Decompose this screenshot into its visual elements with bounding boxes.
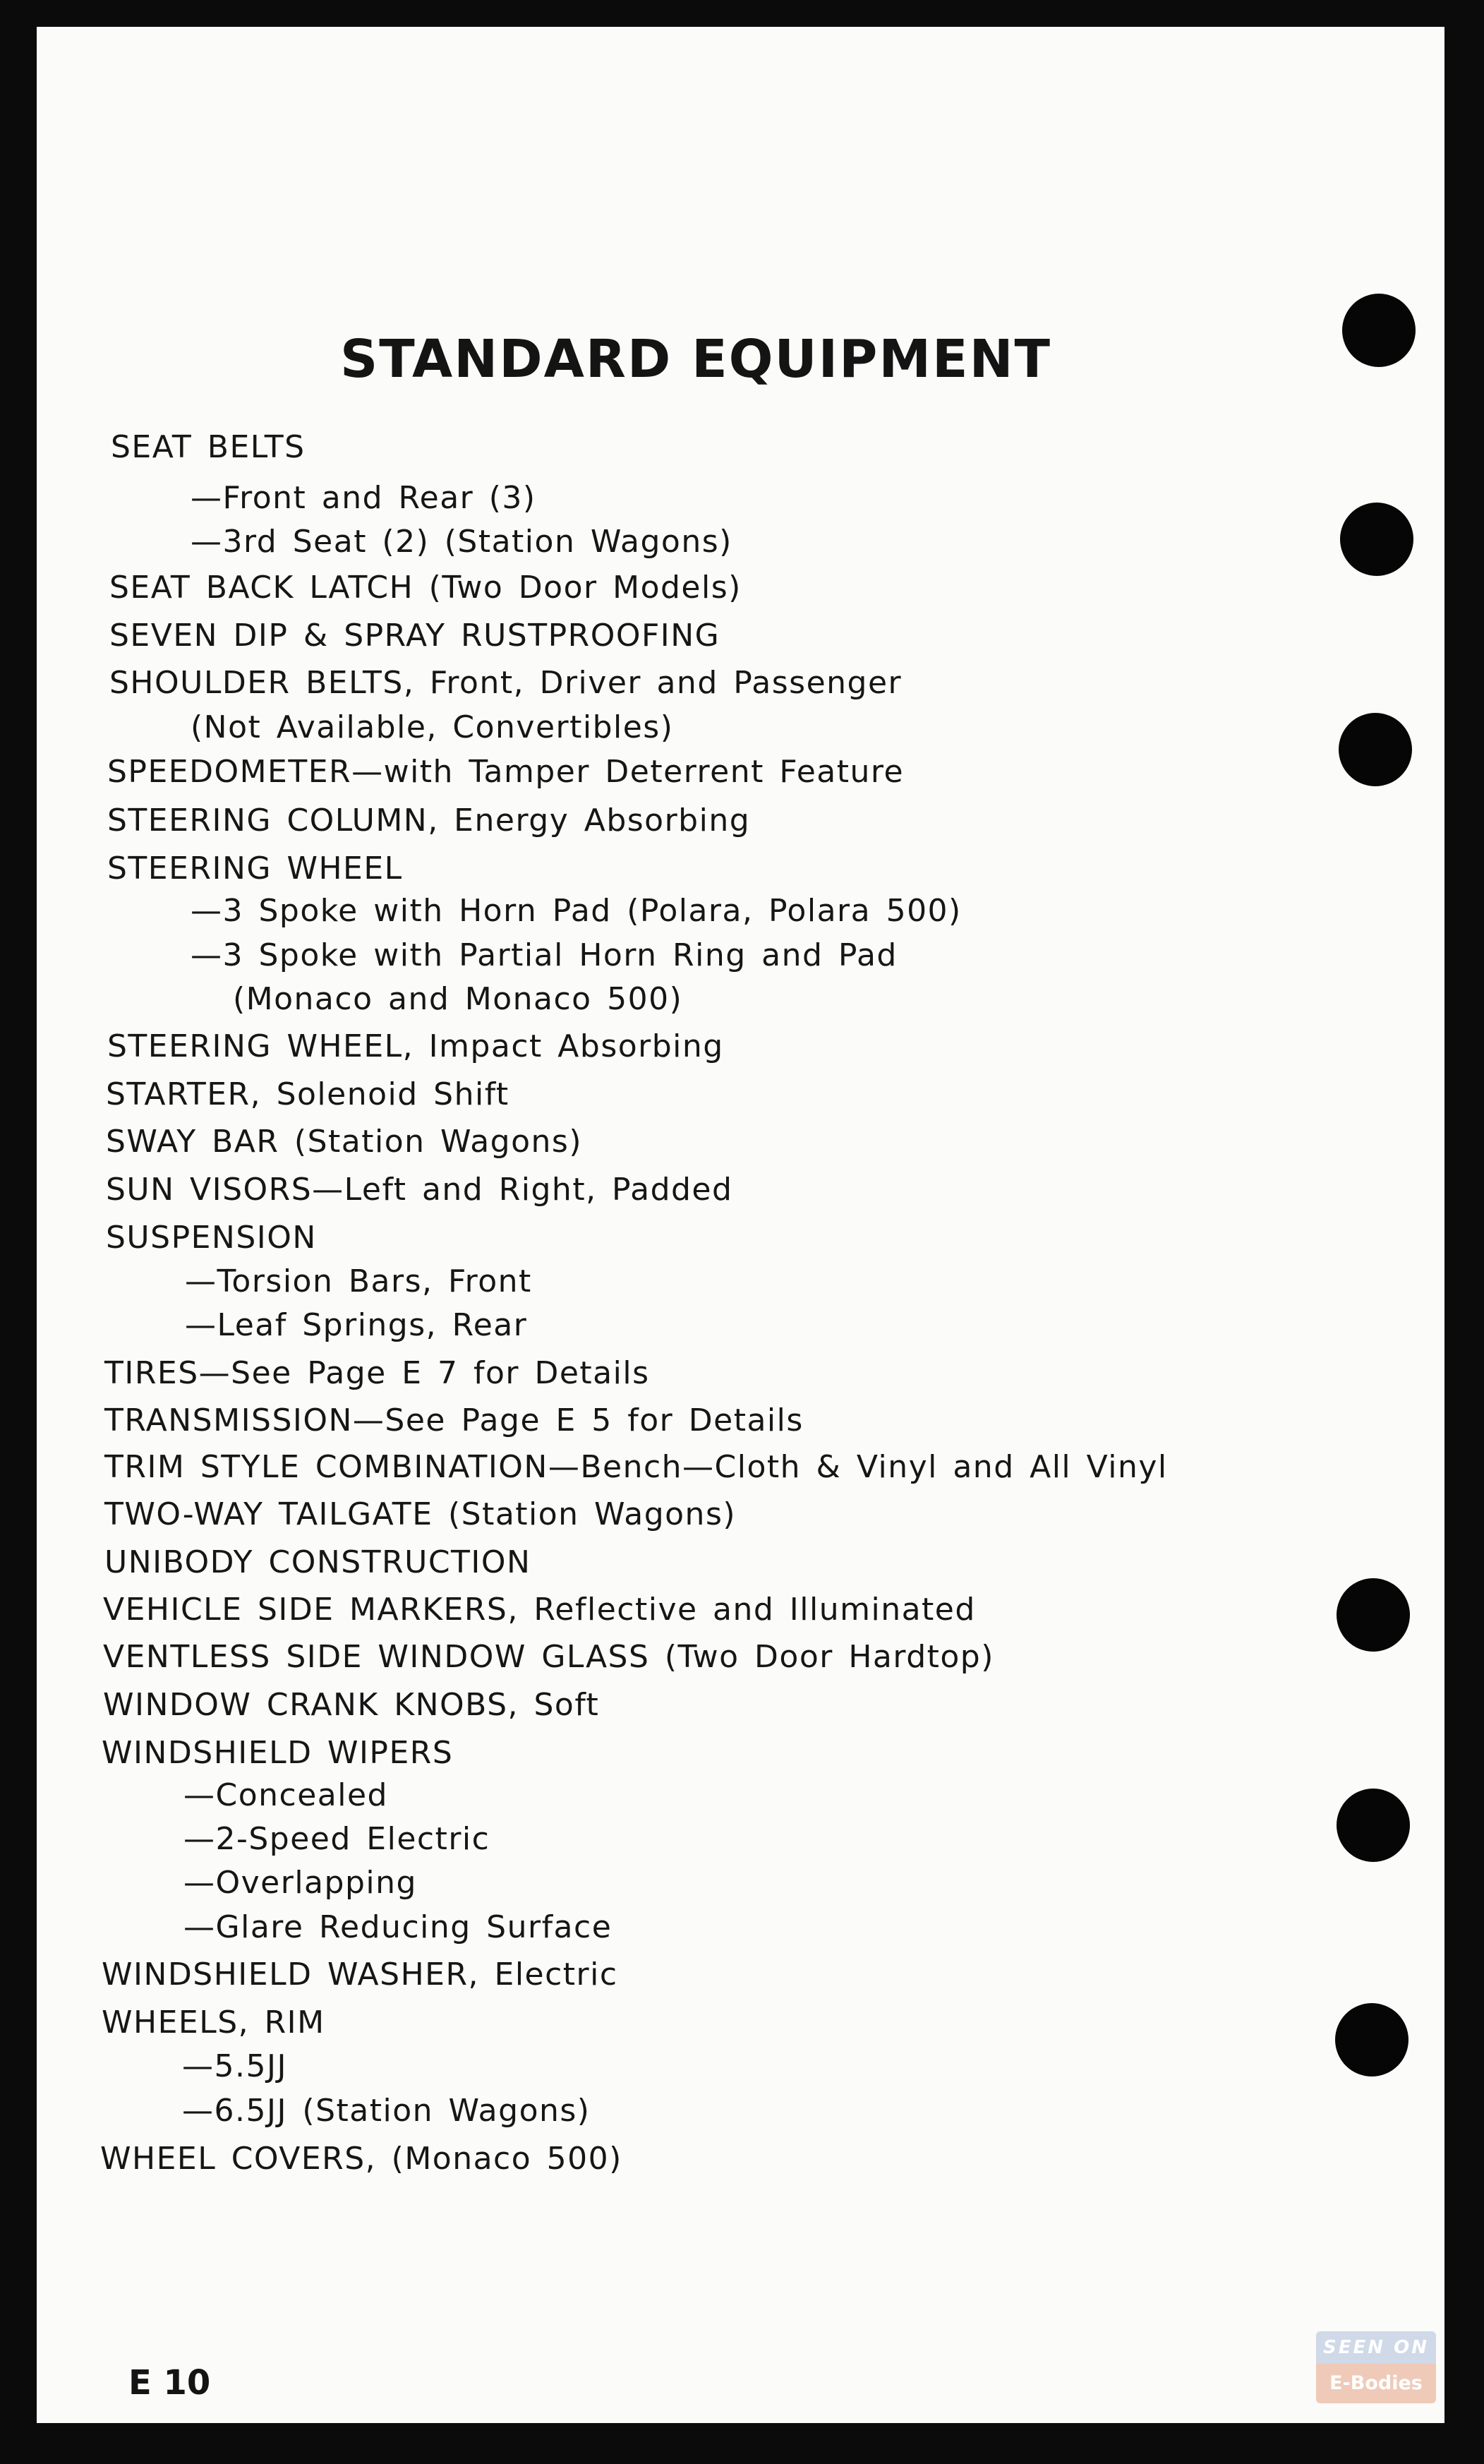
list-item: STEERING WHEEL, Impact Absorbing bbox=[107, 1028, 724, 1064]
list-item: —3rd Seat (2) (Station Wagons) bbox=[191, 524, 732, 560]
page-number: E 10 bbox=[128, 2363, 211, 2403]
list-item: —Overlapping bbox=[183, 1865, 417, 1901]
list-item: TWO-WAY TAILGATE (Station Wagons) bbox=[104, 1496, 737, 1532]
list-item: WINDSHIELD WIPERS bbox=[102, 1735, 454, 1771]
list-item: WINDSHIELD WASHER, Electric bbox=[102, 1957, 618, 1993]
list-item: SHOULDER BELTS, Front, Driver and Passenger bbox=[109, 665, 903, 701]
equipment-list bbox=[37, 27, 1444, 2423]
binder-hole-icon bbox=[1340, 503, 1413, 576]
list-item: (Monaco and Monaco 500) bbox=[233, 981, 683, 1017]
list-item: —Glare Reducing Surface bbox=[183, 1909, 613, 1945]
watermark-line2: E-Bodies bbox=[1316, 2364, 1436, 2403]
document-page bbox=[37, 27, 1444, 2423]
list-item: VENTLESS SIDE WINDOW GLASS (Two Door Hardtop) bbox=[103, 1639, 994, 1675]
watermark-line1: SEEN ON bbox=[1316, 2331, 1436, 2364]
list-item: WHEELS, RIM bbox=[102, 2005, 325, 2041]
binder-hole-icon bbox=[1335, 2003, 1408, 2077]
binder-hole-icon bbox=[1337, 1789, 1410, 1862]
list-item: SEAT BACK LATCH (Two Door Models) bbox=[109, 570, 742, 606]
list-item: SEVEN DIP & SPRAY RUSTPROOFING bbox=[109, 618, 720, 654]
list-item: —3 Spoke with Horn Pad (Polara, Polara 500) bbox=[191, 893, 962, 929]
list-item: —3 Spoke with Partial Horn Ring and Pad bbox=[191, 937, 898, 973]
binder-hole-icon bbox=[1339, 713, 1412, 786]
list-item: —5.5JJ bbox=[182, 2048, 287, 2084]
list-item: SEAT BELTS bbox=[111, 429, 306, 465]
list-item: —Concealed bbox=[183, 1777, 388, 1813]
list-item: TRIM STYLE COMBINATION—Bench—Cloth & Vinyl and All Vinyl bbox=[104, 1449, 1168, 1485]
list-item: STEERING WHEEL bbox=[107, 851, 403, 887]
list-item: WINDOW CRANK KNOBS, Soft bbox=[103, 1687, 600, 1723]
list-item: STARTER, Solenoid Shift bbox=[106, 1076, 509, 1112]
list-item: SUSPENSION bbox=[106, 1220, 317, 1256]
binder-hole-icon bbox=[1342, 294, 1416, 367]
list-item: —Torsion Bars, Front bbox=[185, 1263, 532, 1299]
list-item: TIRES—See Page E 7 for Details bbox=[104, 1355, 650, 1391]
list-item: VEHICLE SIDE MARKERS, Reflective and Illuminated bbox=[103, 1592, 976, 1628]
list-item: —2-Speed Electric bbox=[183, 1821, 490, 1857]
list-item: —Front and Rear (3) bbox=[191, 480, 536, 516]
list-item: —Leaf Springs, Rear bbox=[185, 1307, 528, 1343]
list-item: SUN VISORS—Left and Right, Padded bbox=[106, 1172, 733, 1208]
list-item: TRANSMISSION—See Page E 5 for Details bbox=[104, 1402, 804, 1438]
list-item: (Not Available, Convertibles) bbox=[191, 709, 674, 745]
list-item: UNIBODY CONSTRUCTION bbox=[104, 1544, 531, 1580]
list-item: SWAY BAR (Station Wagons) bbox=[106, 1124, 582, 1160]
binder-hole-icon bbox=[1337, 1578, 1410, 1652]
list-item: STEERING COLUMN, Energy Absorbing bbox=[107, 803, 751, 839]
page-title: STANDARD EQUIPMENT bbox=[340, 329, 1052, 390]
list-item: WHEEL COVERS, (Monaco 500) bbox=[100, 2141, 622, 2177]
watermark-logo bbox=[1316, 2331, 1436, 2403]
list-item: SPEEDOMETER—with Tamper Deterrent Feature bbox=[107, 754, 905, 790]
list-item: —6.5JJ (Station Wagons) bbox=[182, 2093, 591, 2129]
